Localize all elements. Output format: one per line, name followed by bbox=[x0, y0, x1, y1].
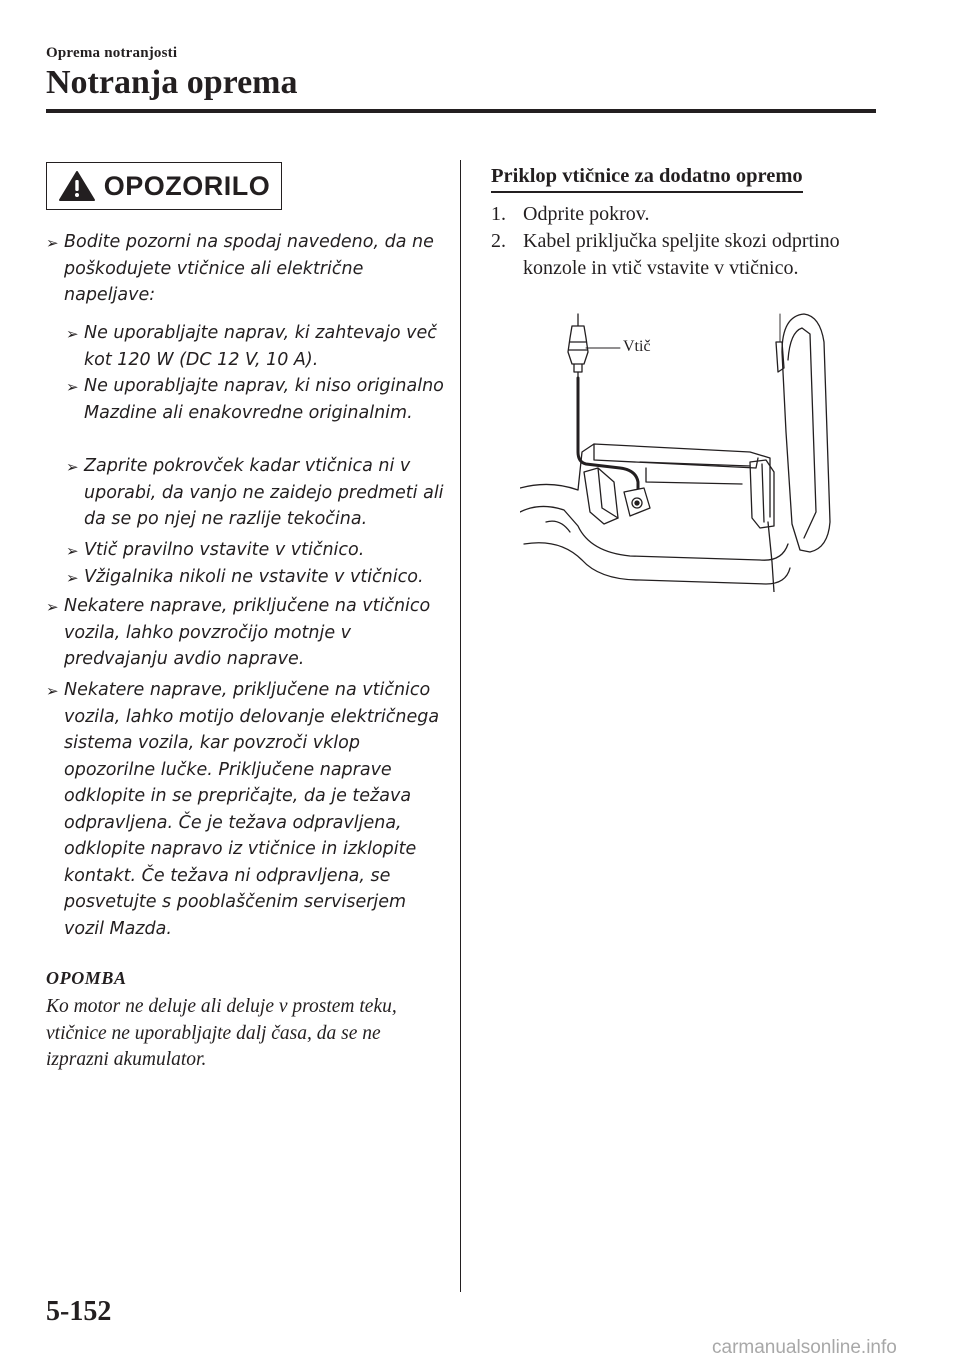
bullet-arrow-icon: ➢ bbox=[66, 569, 79, 587]
warning-box bbox=[46, 162, 282, 210]
warning-item: ➢ Bodite pozorni na spodaj navedeno, da ne poškodujete vtičnice ali električne napeljave: bbox=[46, 232, 434, 305]
step-text: Kabel priključka speljite skozi odprtino konzole in vtič vstavite v vtičnico. bbox=[523, 230, 840, 279]
page-title: Notranja oprema bbox=[46, 64, 298, 101]
warning-subitem: ➢ Vtič pravilno vstavite v vtičnico. bbox=[66, 537, 450, 564]
warning-subitem: ➢ Ne uporabljajte naprav, ki niso originalno Mazdine ali enakovredne originalnim. bbox=[66, 376, 444, 423]
section-title: Priklop vtičnice za dodatno opremo bbox=[491, 162, 803, 193]
plug-icon bbox=[568, 314, 588, 378]
step-number: 1. bbox=[491, 203, 506, 225]
bullet-arrow-icon: ➢ bbox=[66, 378, 79, 396]
note-title: OPOMBA bbox=[46, 968, 127, 988]
column-divider bbox=[460, 160, 461, 1292]
step-item bbox=[491, 201, 871, 228]
bullet-arrow-icon: ➢ bbox=[66, 325, 79, 343]
warning-item: ➢ Nekatere naprave, priključene na vtičnico vozila, lahko povzročijo motnje v predvajanju avdio naprave. bbox=[46, 596, 431, 669]
bullet-arrow-icon: ➢ bbox=[66, 458, 79, 476]
step-item bbox=[491, 228, 841, 282]
bullet-arrow-icon: ➢ bbox=[46, 598, 59, 616]
bullet-arrow-icon: ➢ bbox=[46, 682, 59, 700]
warning-subitem: ➢ Vžigalnika nikoli ne vstavite v vtičnico. bbox=[66, 564, 450, 591]
step-text: Odprite pokrov. bbox=[523, 203, 650, 225]
page-number: 5-152 bbox=[46, 1296, 112, 1327]
accessory-socket-icon bbox=[624, 488, 650, 516]
header-rule bbox=[46, 109, 876, 113]
warning-triangle-icon bbox=[58, 170, 96, 202]
console-socket-illustration bbox=[520, 312, 840, 592]
watermark: carmanualsonline.info bbox=[712, 1337, 897, 1358]
bullet-arrow-icon: ➢ bbox=[46, 234, 59, 252]
bullet-arrow-icon: ➢ bbox=[66, 542, 79, 560]
plug-label: Vtič bbox=[623, 338, 651, 355]
running-header-section: Oprema notranjosti bbox=[46, 45, 178, 61]
warning-item: ➢ Nekatere naprave, priključene na vtičnico vozila, lahko motijo delovanje električnega sistema vozila, kar povzroči vklop opozorilne lučke. Priključene naprave odklopite in se prepričajte, da je težava odpravljena. Če je težava odpravljena, odklopite napravo iz vtičnice in izklopite kontakt. Če težava ni odpravljena, se posvetujte s pooblaščenim serviserjem vozil Mazda. bbox=[46, 680, 440, 939]
note-text: Ko motor ne deluje ali deluje v prostem teku, vtičnice ne uporabljajte dalj časa, da se ne izprazni akumulator. bbox=[46, 996, 397, 1070]
warning-subitem: ➢ Ne uporabljajte naprav, ki zahtevajo več kot 120 W (DC 12 V, 10 A). bbox=[66, 323, 437, 370]
warning-title: OPOZORILO bbox=[103, 170, 271, 201]
step-number: 2. bbox=[491, 230, 506, 252]
warning-subitem: ➢ Zaprite pokrovček kadar vtičnica ni v uporabi, da vanjo ne zaidejo predmeti ali da se po njej ne razlije tekočina. bbox=[66, 456, 444, 529]
